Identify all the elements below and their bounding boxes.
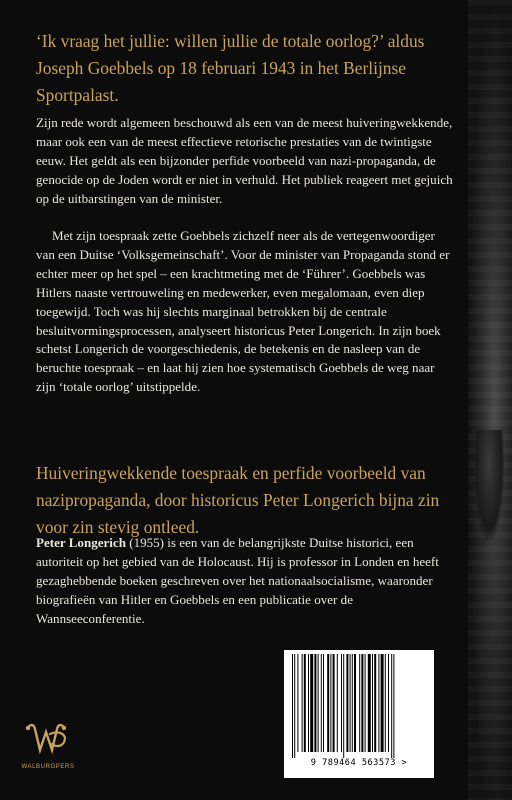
isbn-barcode [284,650,434,778]
author-bio-text: (1955) is een van de belangrijkste Duitse historici, een autoriteit op het gebied van de Holocaust. Hij is professor in Londen en heeft gezaghebbende boeken geschreven over het nationaalsocialisme, waaronder biografieën van Hitler en Goebbels en een publicatie over de Wannseeconferentie. [36,535,439,626]
paragraph-analysis: Met zijn toespraak zette Goebbels zichzelf neer als de vertegenwoordiger van een Duitse ‘Volksgemeinschaft’. Voor de minister van Propaganda stond er echter meer op het spel – een krachtmeting met de ‘Führer’. Goebbels was Hitlers naaste vertrouweling en medewerker, even megalomaan, even diep toegewijd. Toch was hij slechts marginaal betrokken bij de centrale besluitvormingsprocessen, analyseert historicus Peter Longerich. In zijn boek schetst Longerich de voorgeschiedenis, de betekenis en de nasleep van de beruchte toespraak – en laat hij zien hoe systematisch Goebbels de weg naar zijn ‘totale oorlog’ uitstippelde. [36,228,450,395]
paragraph-intro: Zijn rede wordt algemeen beschouwd als een van de meest huiveringwekkende, maar ook een van de meest effectieve retorische prestaties van de twintigste eeuw. Het geldt als een bijzonder perfide voorbeeld van nazi-propaganda, de genocide op de Joden wordt er niet in verhuld. Het publiek reageert met gejuich op de uitbarstingen van de minister. [36,115,453,206]
barcode-digits: 9 789464 563573 > [310,758,408,768]
cover-photo-strip [468,0,512,800]
barcode-bars [292,654,426,758]
pull-quote: Huiveringwekkende toespraak en perfide voorbeeld van nazipropaganda, door historicus Peter Longerich bijna zin voor zin stevig ontleed. [36,463,440,537]
publisher-logo-icon [24,720,72,780]
author-name: Peter Longerich [36,535,126,550]
publisher-name: WALBURGPERS [21,764,75,770]
opening-quote: ‘Ik vraag het jullie: willen jullie de totale oorlog?’ aldus Joseph Goebbels op 18 februari 1943 in het Berlijnse Sportpalast. [36,31,425,105]
author-bio [36,534,456,629]
